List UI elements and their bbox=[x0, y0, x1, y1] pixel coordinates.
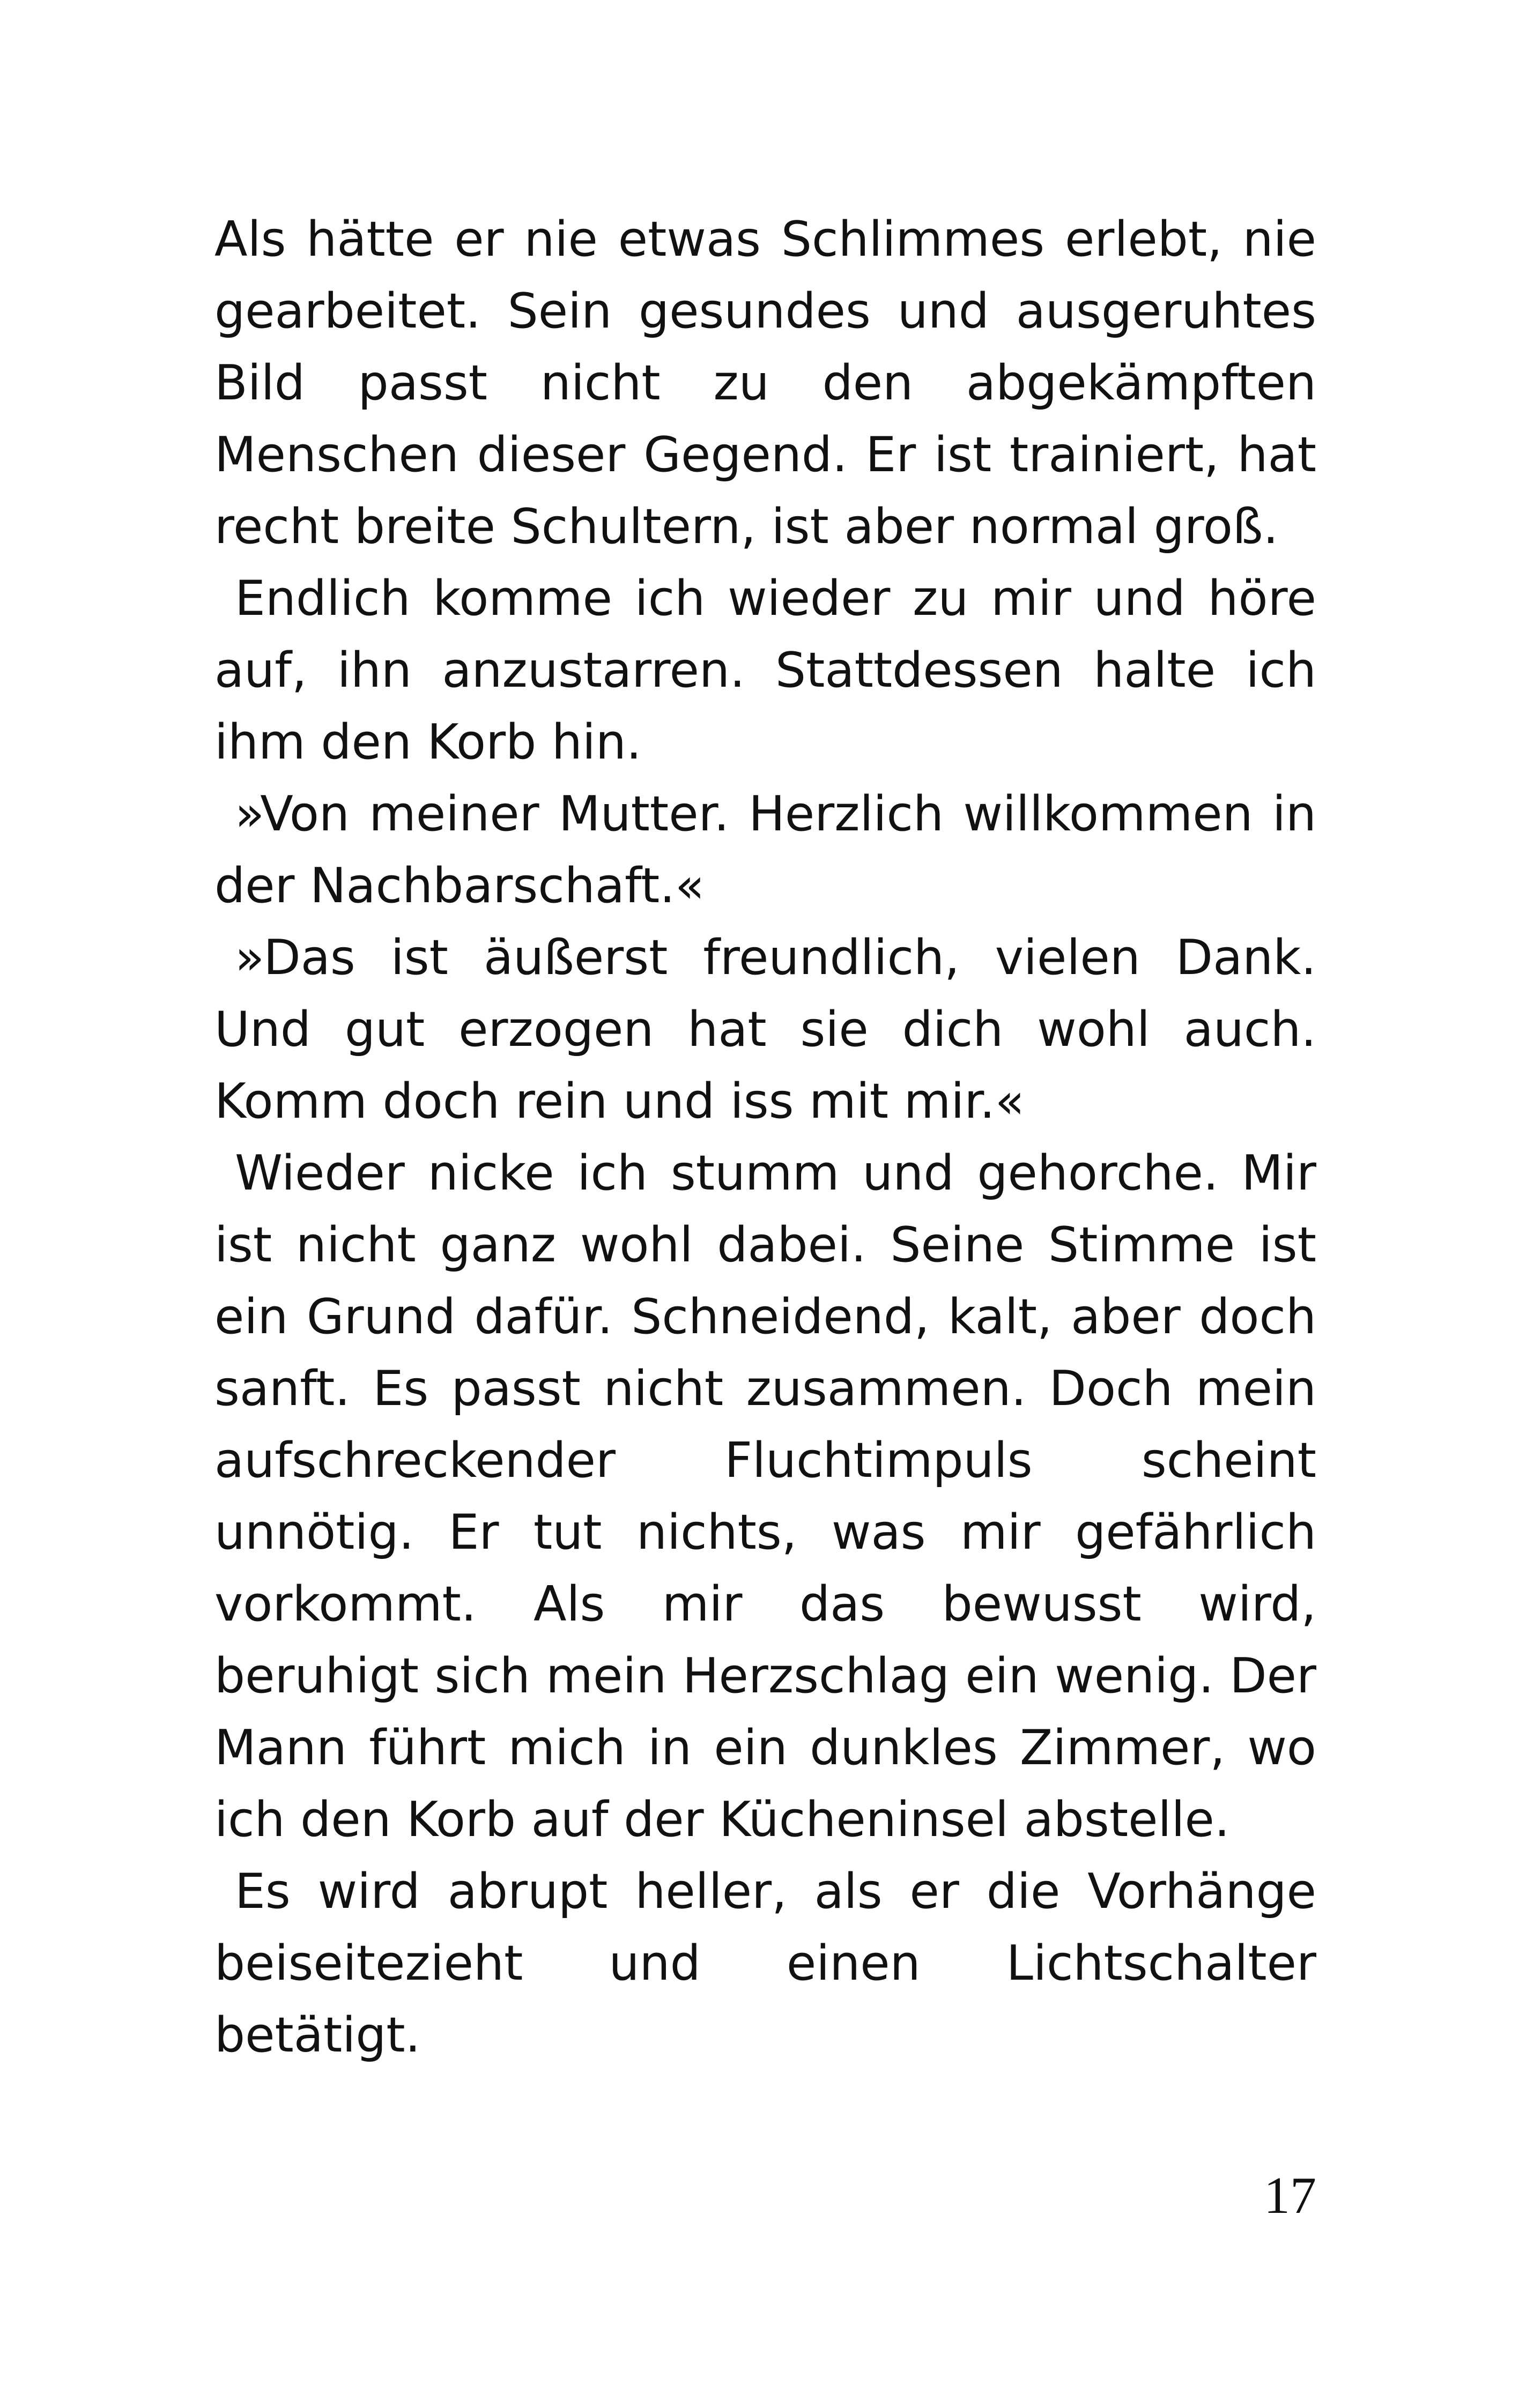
paragraph: Als hätte er nie etwas Schlimmes erlebt, nie gearbeitet. Sein gesundes und ausgeruhtes Bild passt nicht zu den abgekämpften Menschen dieser Gegend. Er ist trainiert, hat recht breite Schultern, ist aber normal groß. bbox=[214, 211, 1316, 555]
body-text bbox=[214, 204, 1316, 2071]
paragraph: »Das ist äußerst freundlich, vielen Dank. Und gut erzogen hat sie dich wohl auch. Komm doch rein und iss mit mir.« bbox=[214, 930, 1316, 1129]
paragraph: »Von meiner Mutter. Herzlich willkommen in der Nachbarschaft.« bbox=[214, 786, 1316, 914]
paragraph: Wieder nicke ich stumm und gehorche. Mir ist nicht ganz wohl dabei. Seine Stimme ist ein Grund dafür. Schneidend, kalt, aber doch sanft. Es passt nicht zusammen. Doch mein aufschreckender Fluchtimpuls scheint unnötig. Er tut nichts, was mir gefährlich vorkommt. Als mir das bewusst wird, beruhigt sich mein Herzschlag ein wenig. Der Mann führt mich in ein dunkles Zimmer, wo ich den Korb auf der Kücheninsel abstelle. bbox=[214, 1145, 1316, 1848]
paragraph: Es wird abrupt heller, als er die Vorhänge beiseitezieht und einen Lichtschalter betätigt. bbox=[214, 1863, 1316, 2063]
paragraph: Endlich komme ich wieder zu mir und höre auf, ihn anzustarren. Stattdessen halte ich ihm den Korb hin. bbox=[214, 570, 1316, 770]
page-number: 17 bbox=[1264, 2167, 1316, 2225]
